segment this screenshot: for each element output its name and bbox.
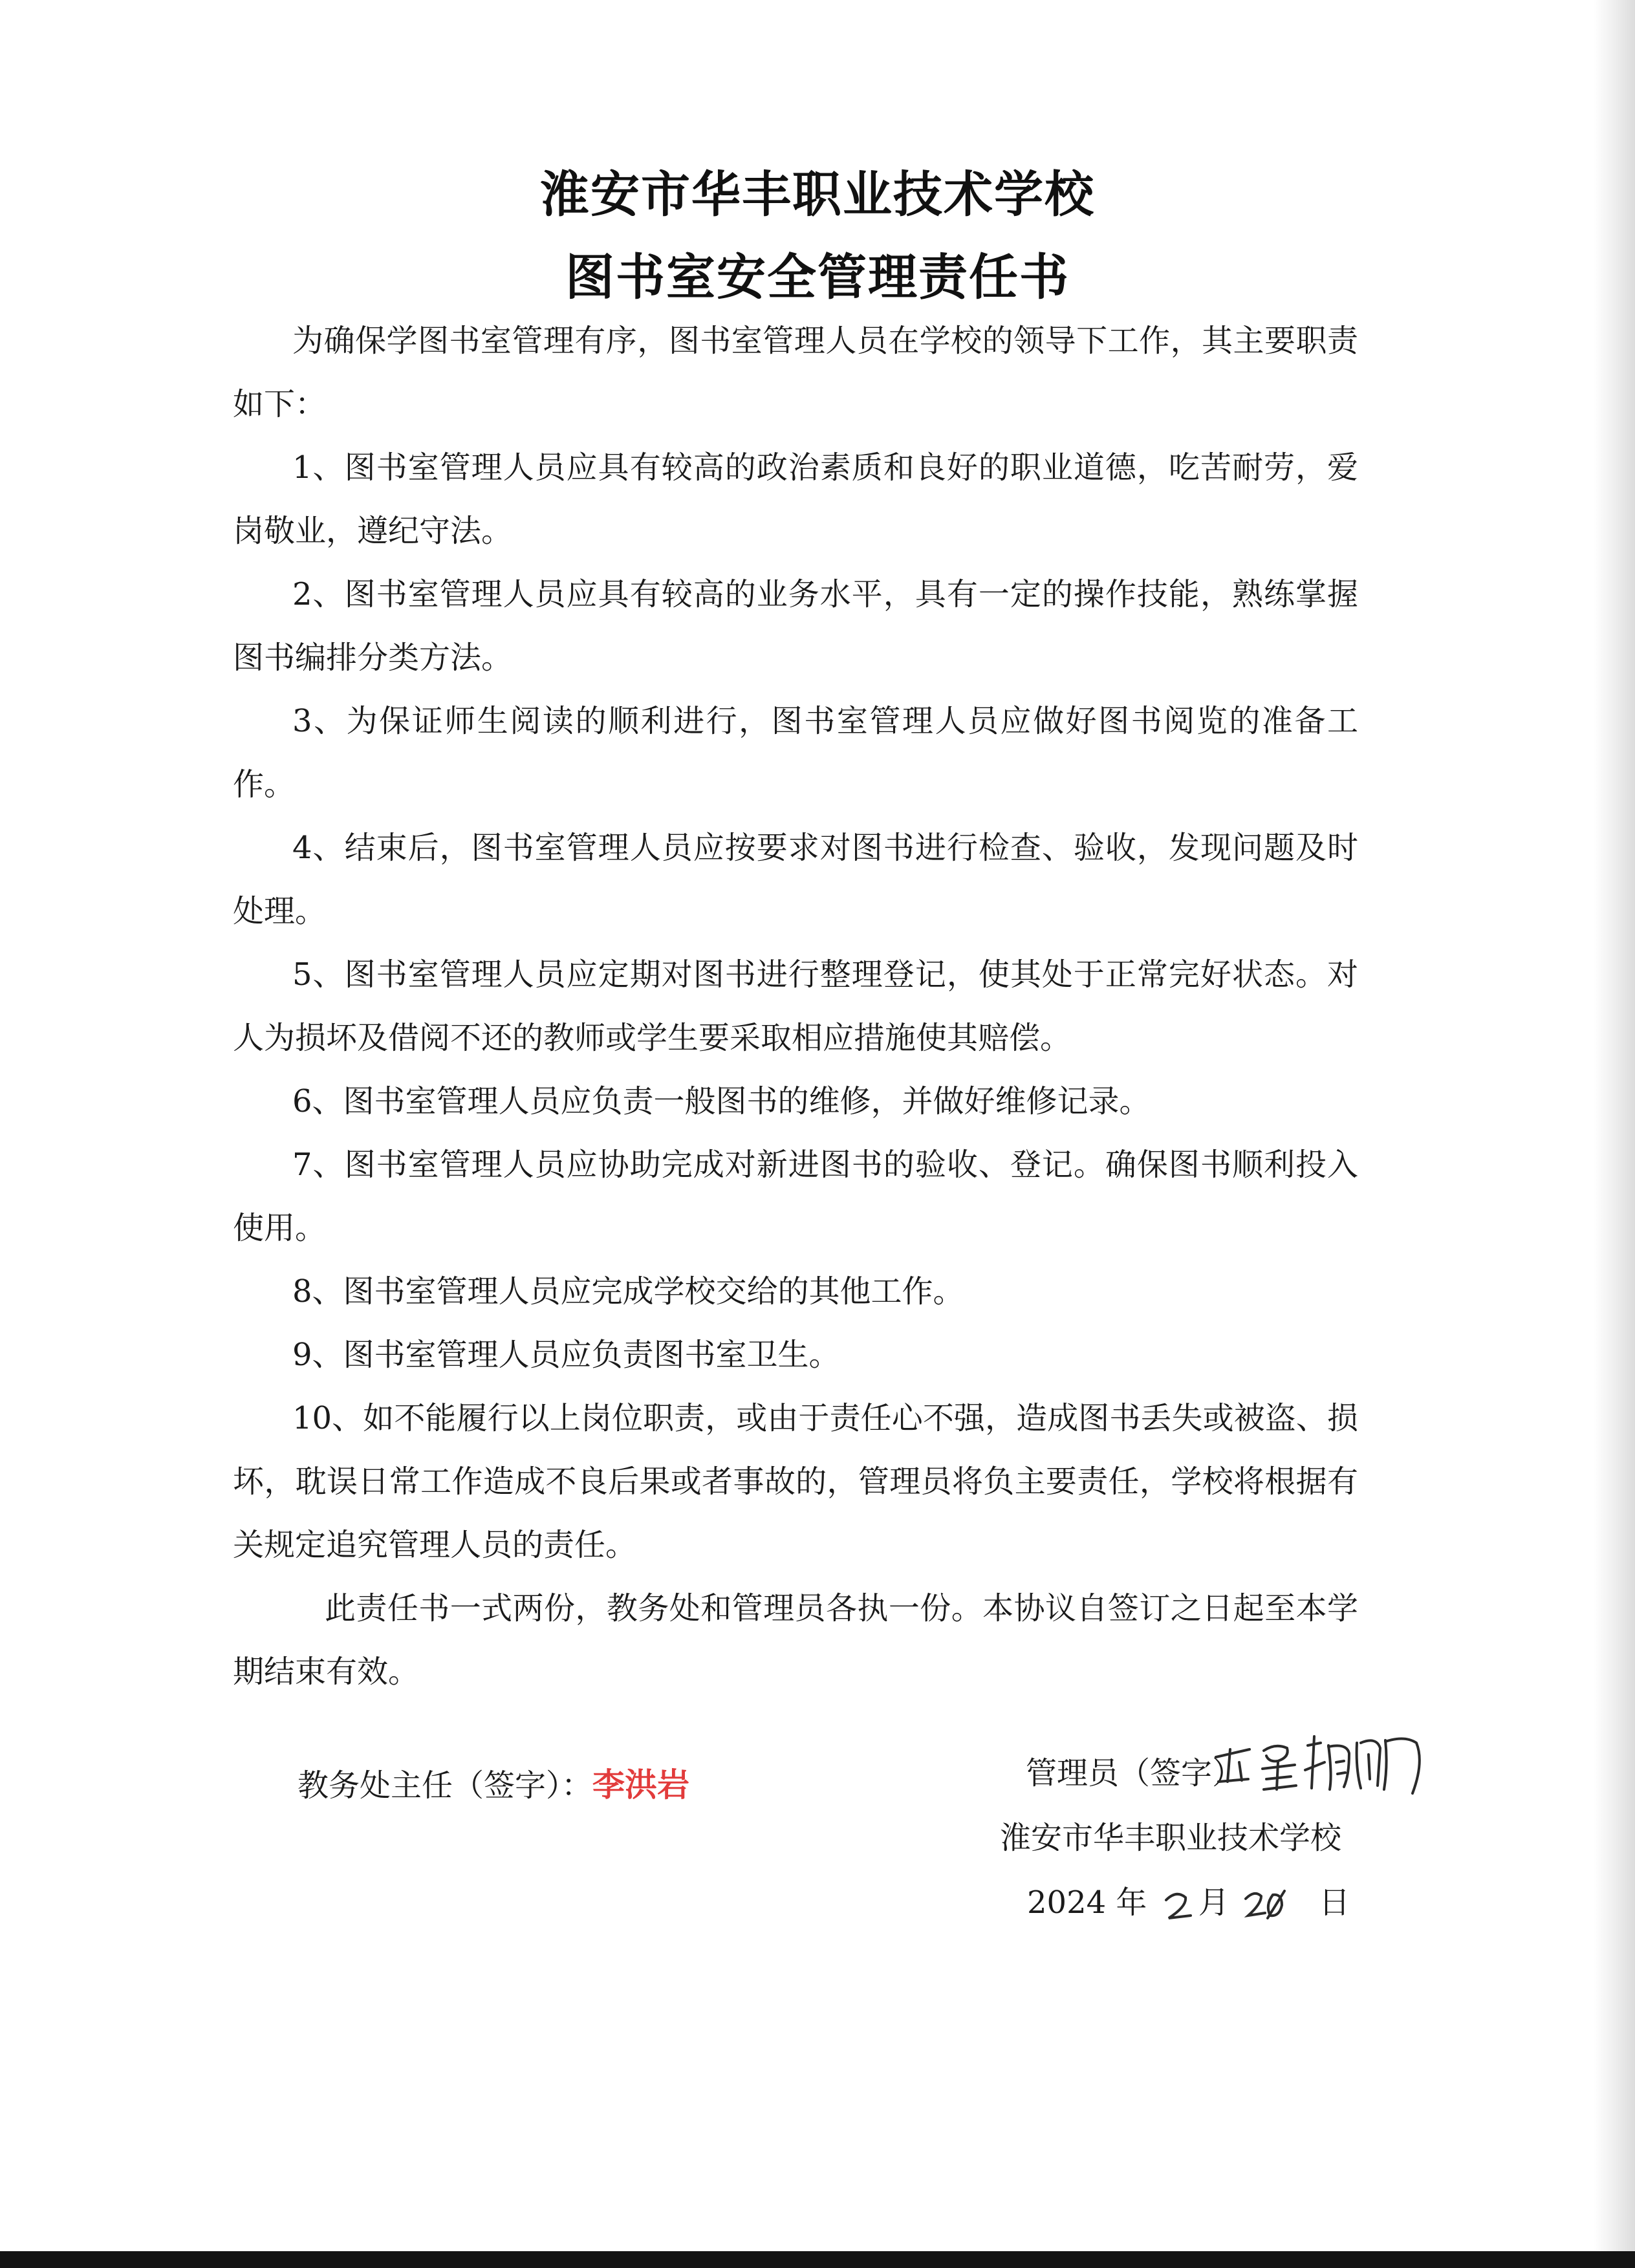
director-name-stamp: 李洪岩	[592, 1766, 690, 1804]
document-body	[233, 309, 1358, 1703]
school-name-footer: 淮安市华丰职业技术学校	[1000, 1820, 1342, 1856]
intro-paragraph: 为确保学图书室管理有序，图书室管理人员在学校的领导下工作，其主要职责如下：	[233, 323, 1358, 422]
school-title: 淮安市华丰职业技术学校	[540, 166, 1095, 223]
clause-4: 4、结束后，图书室管理人员应按要求对图书进行检查、验收，发现问题及时处理。	[233, 830, 1358, 929]
closing-paragraph: 此责任书一式两份，教务处和管理员各执一份。本协议自签订之日起至本学期结束有效。	[233, 1590, 1358, 1690]
admin-label: 管理员（签字）	[1026, 1755, 1244, 1791]
scan-edge-shadow	[1594, 0, 1635, 2268]
signing-date	[1027, 1883, 1350, 1925]
clause-8: 8、图书室管理人员应完成学校交给的其他工作。	[292, 1273, 964, 1310]
day-handwriting-glyph	[1239, 1886, 1291, 1925]
month-handwriting-glyph	[1157, 1886, 1198, 1925]
date-year: 2024 年	[1027, 1885, 1147, 1921]
director-signature-line	[298, 1766, 689, 1805]
date-month-unit: 月	[1198, 1885, 1229, 1921]
clause-10: 10、如不能履行以上岗位职责，或由于责任心不强，造成图书丢失或被盗、损坏，耽误日常工作造成不良后果或者事故的，管理员将负主要责任，学校将根据有关规定追究管理人员的责任。	[233, 1400, 1358, 1563]
clause-3: 3、为保证师生阅读的顺利进行，图书室管理人员应做好图书阅览的准备工作。	[233, 703, 1358, 803]
admin-handwritten-signature	[1211, 1717, 1444, 1801]
date-month-handwritten	[1157, 1886, 1198, 1925]
clause-7: 7、图书室管理人员应协助完成对新进图书的验收、登记。确保图书顺利投入使用。	[233, 1147, 1358, 1246]
scan-bottom-edge	[0, 2251, 1635, 2268]
date-day-unit: 日	[1319, 1885, 1350, 1921]
clause-9: 9、图书室管理人员应负责图书室卫生。	[292, 1337, 840, 1373]
director-label: 教务处主任（签字）：	[298, 1767, 593, 1804]
clause-1: 1、图书室管理人员应具有较高的政治素质和良好的职业道德，吃苦耐劳，爱岗敬业，遵纪守法。	[233, 449, 1358, 549]
clause-5: 5、图书室管理人员应定期对图书进行整理登记，使其处于正常完好状态。对人为损坏及借阅不还的教师或学生要采取相应措施使其赔偿。	[233, 956, 1358, 1056]
date-day-handwritten	[1239, 1886, 1291, 1925]
clause-6: 6、图书室管理人员应负责一般图书的维修，并做好维修记录。	[292, 1083, 1151, 1119]
clause-2: 2、图书室管理人员应具有较高的业务水平，具有一定的操作技能，熟练掌握图书编排分类方法。	[233, 576, 1358, 676]
document-title: 图书室安全管理责任书	[565, 248, 1070, 306]
